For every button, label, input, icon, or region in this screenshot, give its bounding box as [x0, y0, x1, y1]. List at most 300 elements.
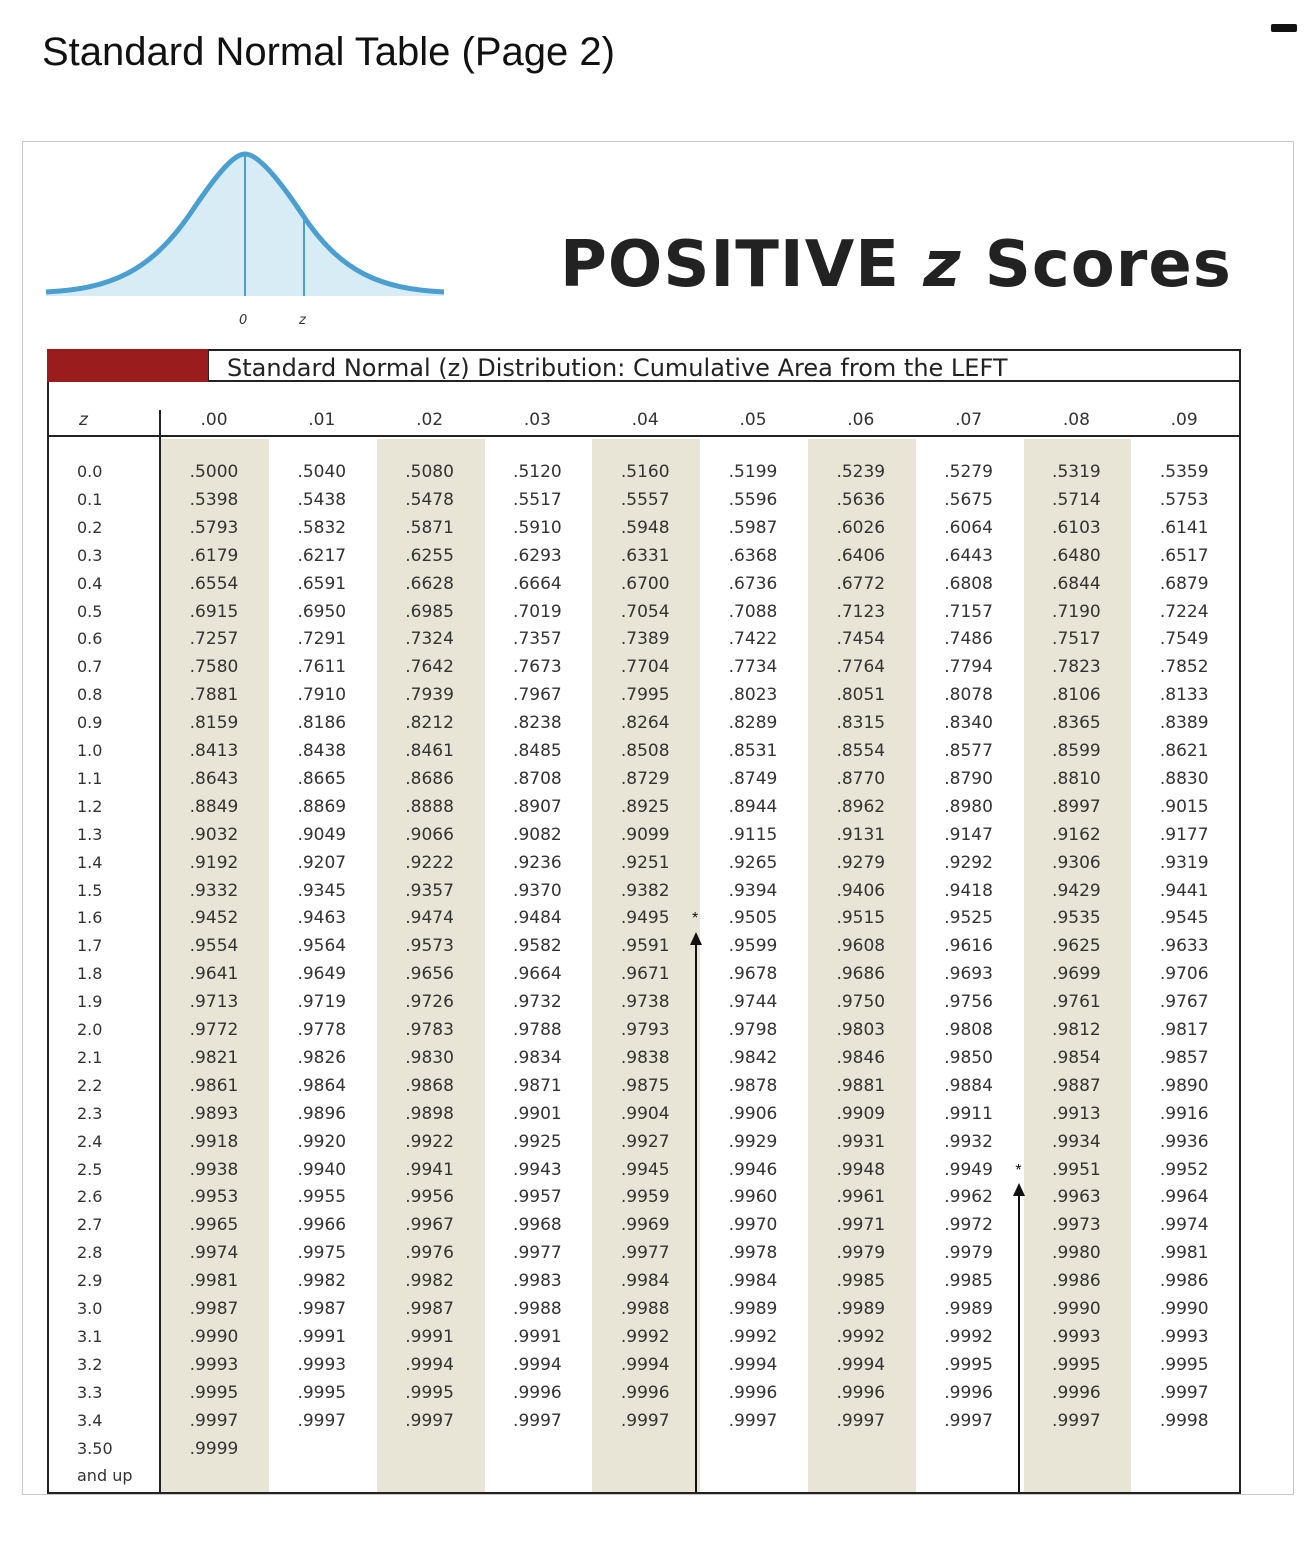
table-cell: .5753: [1159, 489, 1209, 510]
table-cell: .8413: [189, 741, 239, 761]
table-cell: .6985: [405, 601, 454, 622]
table-cell: .7734: [728, 657, 778, 678]
table-cell: .9960: [728, 1187, 778, 1208]
table-cell: .9817: [1159, 1020, 1209, 1040]
table-cell: .9977: [513, 1243, 562, 1264]
table-cell: .5948: [620, 517, 670, 538]
table-cell: .6480: [1052, 545, 1101, 566]
table-cell: .9994: [836, 1354, 886, 1375]
table-cell: .9251: [620, 852, 670, 873]
table-cell: .9706: [1159, 964, 1209, 985]
table-cell: .9995: [944, 1354, 993, 1375]
table-cell: .9964: [1159, 1187, 1209, 1208]
table-cell: .7517: [1052, 629, 1101, 650]
table-cell: .9772: [189, 1020, 239, 1040]
table-cell: .9671: [620, 964, 670, 985]
table-cell: .9713: [189, 992, 239, 1013]
table-cell: .9564: [297, 936, 347, 957]
table-cell: .9370: [513, 880, 562, 901]
table-cell: .9319: [1159, 852, 1209, 873]
table-cell: .9995: [297, 1382, 347, 1403]
table-cell: .9982: [297, 1271, 347, 1292]
table-cell: .6950: [297, 601, 347, 622]
table-cell: .9993: [1159, 1326, 1209, 1347]
table-cell: .9015: [1159, 796, 1209, 817]
table-header-row: [49, 382, 1239, 437]
table-cell: .5080: [405, 462, 454, 482]
table-cell: .7454: [836, 629, 886, 650]
table-cell: .7881: [189, 685, 239, 706]
table-cell: .9406: [836, 880, 886, 901]
table-cell: .9948: [836, 1159, 886, 1180]
heading-main: POSITIVE: [560, 228, 900, 302]
table-cell: .9987: [297, 1299, 347, 1319]
table-cell: .9997: [405, 1410, 454, 1431]
z-row-label: 1.1: [77, 768, 103, 788]
table-cell: .9732: [513, 992, 562, 1013]
table-cell: .9893: [189, 1103, 239, 1124]
table-cell: .9881: [836, 1075, 886, 1096]
z-row-label: 1.4: [77, 852, 103, 872]
table-cell: .9591: [620, 936, 670, 957]
table-cell: .9484: [513, 908, 562, 929]
table-cell: .6141: [1159, 517, 1209, 538]
table-cell: .9956: [405, 1187, 454, 1208]
table-cell: .9554: [189, 936, 239, 957]
table-cell: .9977: [620, 1243, 670, 1264]
table-cell: .8461: [405, 741, 454, 761]
table-cell: .5478: [405, 489, 454, 510]
table-cell: .9955: [297, 1187, 347, 1208]
table-cell: .9918: [189, 1131, 239, 1152]
table-cell: .9997: [620, 1410, 670, 1431]
table-cell: .8531: [728, 741, 778, 761]
z-row-label: 0.3: [77, 545, 103, 565]
table-cell: .9916: [1159, 1103, 1209, 1124]
table-cell: .9861: [189, 1075, 239, 1096]
z-row-label: 0.9: [77, 713, 103, 733]
table-cell: .9573: [405, 936, 454, 957]
column-header: .03: [523, 410, 551, 430]
table-cell: .9332: [189, 880, 239, 901]
z-row-label: 0.0: [77, 462, 103, 481]
table-cell: .9854: [1052, 1047, 1101, 1068]
table-cell: .9981: [189, 1271, 239, 1292]
table-cell: .5160: [620, 462, 670, 482]
table-cell: .8980: [944, 796, 993, 817]
table-cell: .9890: [1159, 1075, 1209, 1096]
z-row-label: 0.7: [77, 657, 103, 677]
table-cell: .9812: [1052, 1020, 1101, 1040]
heading-z: z: [923, 228, 962, 302]
heading: [560, 228, 1232, 302]
table-cell: .9664: [513, 964, 562, 985]
table-cell: .9904: [620, 1103, 670, 1124]
table-cell: .7580: [189, 657, 239, 678]
table-cell: .9991: [513, 1326, 562, 1347]
table-cell: .9997: [836, 1410, 886, 1431]
z-row-label: 0.4: [77, 573, 103, 593]
table-cell: .9265: [728, 852, 778, 873]
table-cell: .9972: [944, 1215, 993, 1236]
table-cell: .9756: [944, 992, 993, 1013]
table-cell: .9641: [189, 964, 239, 985]
table-cell: .9996: [836, 1382, 886, 1403]
table-cell: .7123: [836, 601, 886, 622]
table-cell: .5793: [189, 517, 239, 538]
table-cell: .9599: [728, 936, 778, 957]
table-cell: .9973: [1052, 1215, 1101, 1236]
table-cell: .9984: [620, 1271, 670, 1292]
table-cell: .8051: [836, 685, 886, 706]
table-cell: .9778: [297, 1020, 347, 1040]
table-cell: .9871: [513, 1075, 562, 1096]
table-cell: .9686: [836, 964, 886, 985]
table-cell: .9967: [405, 1215, 454, 1236]
table-cell: .9082: [513, 824, 562, 845]
table-cell: .8830: [1159, 768, 1209, 789]
table-cell: .5398: [189, 489, 239, 510]
table-cell: .8944: [728, 796, 778, 817]
z-row-label: 2.3: [77, 1103, 103, 1123]
z-row-label: 0.8: [77, 685, 103, 705]
table-cell: .7704: [620, 657, 670, 678]
table-cell: .9850: [944, 1047, 993, 1068]
table-cell: .6844: [1052, 573, 1101, 594]
table-cell: .9961: [836, 1187, 886, 1208]
table-cell: .8888: [405, 796, 454, 817]
table-cell: .5239: [836, 462, 886, 482]
table-cell: .9987: [189, 1299, 239, 1319]
table-cell: .9945: [620, 1159, 670, 1180]
table-cell: .9953: [189, 1187, 239, 1208]
table-cell: .7939: [405, 685, 454, 706]
table-cell: .9951: [1052, 1159, 1101, 1180]
table-cell: .6879: [1159, 573, 1209, 594]
table-cell: .9783: [405, 1020, 454, 1040]
curve-label-z: z: [299, 313, 306, 328]
table-cell: .9932: [944, 1131, 993, 1152]
table-cell: .5319: [1052, 462, 1101, 482]
table-cell: .9997: [944, 1410, 993, 1431]
table-cell: .9997: [1052, 1410, 1101, 1431]
table-cell: .8133: [1159, 685, 1209, 706]
table-cell: .5557: [620, 489, 670, 510]
table-cell: .9898: [405, 1103, 454, 1124]
table-cell: .7486: [944, 629, 993, 650]
table-cell: .7823: [1052, 657, 1101, 678]
table-cell: .9693: [944, 964, 993, 985]
table-cell: .9931: [836, 1131, 886, 1152]
z-row-label: 2.7: [77, 1215, 103, 1235]
table-cell: .9991: [405, 1326, 454, 1347]
table-cell: .9505: [728, 908, 778, 929]
table-cell: .9846: [836, 1047, 886, 1068]
table-cell: .9996: [944, 1382, 993, 1403]
table-cell: .7673: [513, 657, 562, 678]
z-row-label: 0.6: [77, 629, 103, 649]
table-cell: .8365: [1052, 713, 1101, 734]
table-cell: .9441: [1159, 880, 1209, 901]
table-cell: .6103: [1052, 517, 1101, 538]
table-cell: .5675: [944, 489, 993, 510]
table-cell: .7324: [405, 629, 454, 650]
table-cell: .8238: [513, 713, 562, 734]
table-cell: .9984: [728, 1271, 778, 1292]
table-cell: .6368: [728, 545, 778, 566]
table-cell: .7088: [728, 601, 778, 622]
table-cell: .9896: [297, 1103, 347, 1124]
table-cell: .9986: [1159, 1271, 1209, 1292]
table-cell: .5714: [1052, 489, 1101, 510]
table-cell: .6179: [189, 545, 239, 566]
z-row-label: 1.3: [77, 824, 103, 844]
table-cell: .9049: [297, 824, 347, 845]
table-cell: .9887: [1052, 1075, 1101, 1096]
table-cell: .9222: [405, 852, 454, 873]
table-cell: .9989: [836, 1299, 886, 1319]
table-cell: .9292: [944, 852, 993, 873]
table-cell: .9927: [620, 1131, 670, 1152]
table-cell: .8159: [189, 713, 239, 734]
table-cell: .9993: [189, 1354, 239, 1375]
banner-accent: [47, 349, 208, 382]
table-cell: .9719: [297, 992, 347, 1013]
table-cell: .7764: [836, 657, 886, 678]
table-cell: .9032: [189, 824, 239, 845]
table-cell: .9925: [513, 1131, 562, 1152]
table-cell: .9936: [1159, 1131, 1209, 1152]
table-cell: .9965: [189, 1215, 239, 1236]
table-cell: .9535: [1052, 908, 1101, 929]
table-cell: .7157: [944, 601, 993, 622]
table-cell: .9826: [297, 1047, 347, 1068]
table-cell: .9474: [405, 908, 454, 929]
table-cell: .8289: [728, 713, 778, 734]
table-cell: .8023: [728, 685, 778, 706]
table-cell: .9997: [1159, 1382, 1209, 1403]
normal-curve-icon: [40, 144, 460, 334]
table-cell: .9999: [189, 1438, 239, 1459]
arrow-line: [1018, 1195, 1020, 1492]
table-cell: .9990: [1159, 1299, 1209, 1319]
table-cell: .9995: [405, 1382, 454, 1403]
table-cell: .9901: [513, 1103, 562, 1124]
table-cell: .9993: [1052, 1326, 1101, 1347]
table-cell: .5000: [189, 462, 239, 482]
table-cell: .9236: [513, 852, 562, 873]
z-row-label: 2.9: [77, 1271, 103, 1291]
table-cell: .6331: [620, 545, 670, 566]
table-cell: .9949: [944, 1159, 993, 1180]
table-cell: .9525: [944, 908, 993, 929]
table-cell: .9463: [297, 908, 347, 929]
table-cell: .9726: [405, 992, 454, 1013]
table-cell: .8925: [620, 796, 670, 817]
table-cell: .9962: [944, 1187, 993, 1208]
table-cell: .9913: [1052, 1103, 1101, 1124]
table-cell: .9608: [836, 936, 886, 957]
column-header: .01: [308, 410, 336, 430]
z-row-label: 2.5: [77, 1159, 103, 1179]
z-row-label: 1.2: [77, 796, 103, 816]
table-cell: .6064: [944, 517, 993, 538]
z-row-label: 2.1: [77, 1047, 103, 1067]
table-cell: .9934: [1052, 1131, 1101, 1152]
table-cell: .9996: [1052, 1382, 1101, 1403]
banner-text: Standard Normal (z) Distribution: Cumulative Area from the LEFT: [227, 354, 1008, 382]
table-cell: .8485: [513, 741, 562, 761]
table-cell: .9793: [620, 1020, 670, 1040]
table-cell: .9394: [728, 880, 778, 901]
table-cell: .8643: [189, 768, 239, 789]
page-title: Standard Normal Table (Page 2): [42, 30, 615, 74]
table-cell: .6293: [513, 545, 562, 566]
z-table: [47, 382, 1241, 1494]
table-cell: .9545: [1159, 908, 1209, 929]
table-cell: .9842: [728, 1047, 778, 1068]
table-cell: .7291: [297, 629, 347, 650]
table-cell: .9943: [513, 1159, 562, 1180]
z-row-label: 2.6: [77, 1187, 103, 1207]
minimize-icon[interactable]: [1271, 24, 1297, 32]
table-cell: .9911: [944, 1103, 993, 1124]
table-cell: .5871: [405, 517, 454, 538]
table-cell: .6700: [620, 573, 670, 594]
z-row-label: 0.2: [77, 517, 103, 537]
table-cell: .9767: [1159, 992, 1209, 1013]
table-cell: .9989: [728, 1299, 778, 1319]
table-cell: .9177: [1159, 824, 1209, 845]
table-cell: .9115: [728, 824, 778, 845]
table-cell: .8212: [405, 713, 454, 734]
table-cell: .7967: [513, 685, 562, 706]
table-cell: .5832: [297, 517, 347, 538]
table-cell: .9968: [513, 1215, 562, 1236]
table-cell: .9986: [1052, 1271, 1101, 1292]
table-cell: .8849: [189, 796, 239, 817]
table-cell: .9909: [836, 1103, 886, 1124]
table-cell: .9970: [728, 1215, 778, 1236]
table-cell: .9616: [944, 936, 993, 957]
table-cell: .8810: [1052, 768, 1101, 789]
table-cell: .5636: [836, 489, 886, 510]
table-cell: .9884: [944, 1075, 993, 1096]
column-header: .00: [200, 410, 228, 430]
table-cell: .9992: [728, 1326, 778, 1347]
z-row-label: 3.0: [77, 1299, 103, 1318]
table-cell: .7422: [728, 629, 778, 650]
table-cell: .9306: [1052, 852, 1101, 873]
table-cell: .9990: [1052, 1299, 1101, 1319]
table-cell: .5517: [513, 489, 562, 510]
z-row-label: 0.1: [77, 489, 103, 509]
table-cell: .9699: [1052, 964, 1101, 985]
table-cell: .9993: [297, 1354, 347, 1375]
table-cell: .9989: [944, 1299, 993, 1319]
curve-label-zero: 0: [239, 313, 248, 328]
table-cell: .8665: [297, 768, 347, 789]
table-cell: .9946: [728, 1159, 778, 1180]
table-cell: .9495: [620, 908, 670, 929]
table-cell: .9996: [728, 1382, 778, 1403]
table-cell: .9929: [728, 1131, 778, 1152]
table-cell: .7389: [620, 629, 670, 650]
table-cell: .9834: [513, 1047, 562, 1068]
table-cell: .9357: [405, 880, 454, 901]
z-row-label: 0.5: [77, 601, 103, 621]
table-cell: .6915: [189, 601, 239, 622]
table-cell: .8078: [944, 685, 993, 706]
table-cell: .8577: [944, 741, 993, 761]
table-cell: .6554: [189, 573, 239, 594]
table-cell: .9582: [513, 936, 562, 957]
z-row-label: 1.7: [77, 936, 103, 956]
table-cell: .9976: [405, 1243, 454, 1264]
table-cell: .7549: [1159, 629, 1209, 650]
table-cell: .6026: [836, 517, 886, 538]
z-row-label: 3.4: [77, 1410, 103, 1430]
table-cell: .9878: [728, 1075, 778, 1096]
z-row-label: 2.2: [77, 1075, 103, 1095]
table-cell: .8264: [620, 713, 670, 734]
table-cell: .8790: [944, 768, 993, 789]
column-header: .09: [1170, 410, 1198, 430]
table-cell: .7224: [1159, 601, 1209, 622]
table-cell: .9147: [944, 824, 993, 845]
table-cell: .8106: [1052, 685, 1101, 706]
table-cell: .9279: [836, 852, 886, 873]
table-cell: .9678: [728, 964, 778, 985]
table-cell: .9974: [1159, 1215, 1209, 1236]
table-cell: .9994: [513, 1354, 562, 1375]
table-cell: .9162: [1052, 824, 1101, 845]
z-row-label: 3.50: [77, 1438, 113, 1458]
table-cell: .8997: [1052, 796, 1101, 817]
table-cell: .9744: [728, 992, 778, 1013]
table-cell: .9452: [189, 908, 239, 929]
heading-rest: Scores: [984, 228, 1232, 302]
table-cell: .9738: [620, 992, 670, 1013]
z-row-label: 3.3: [77, 1382, 103, 1402]
table-cell: .7995: [620, 685, 670, 706]
z-row-label: 1.6: [77, 908, 103, 928]
z-row-label: 2.8: [77, 1243, 103, 1263]
z-row-label: 2.4: [77, 1131, 103, 1151]
table-cell: .6628: [405, 573, 454, 594]
table-cell: .9980: [1052, 1243, 1101, 1264]
table-cell: .9988: [620, 1299, 670, 1319]
table-cell: .8686: [405, 768, 454, 789]
z-row-label-suffix: and up: [77, 1465, 133, 1485]
table-cell: .9992: [836, 1326, 886, 1347]
table-cell: .8186: [297, 713, 347, 734]
table-cell: .9994: [405, 1354, 454, 1375]
table-cell: .9997: [513, 1410, 562, 1431]
table-cell: .9994: [728, 1354, 778, 1375]
table-cell: .9995: [189, 1382, 239, 1403]
column-header: .04: [631, 410, 659, 430]
table-cell: .9957: [513, 1187, 562, 1208]
table-cell: .5040: [297, 462, 347, 482]
table-cell: .9633: [1159, 936, 1209, 957]
table-cell: .7190: [1052, 601, 1101, 622]
table-cell: .6808: [944, 573, 993, 594]
table-cell: .8599: [1052, 741, 1101, 761]
z-row-label: 1.5: [77, 880, 103, 900]
table-cell: .9997: [297, 1410, 347, 1431]
table-cell: .9906: [728, 1103, 778, 1124]
